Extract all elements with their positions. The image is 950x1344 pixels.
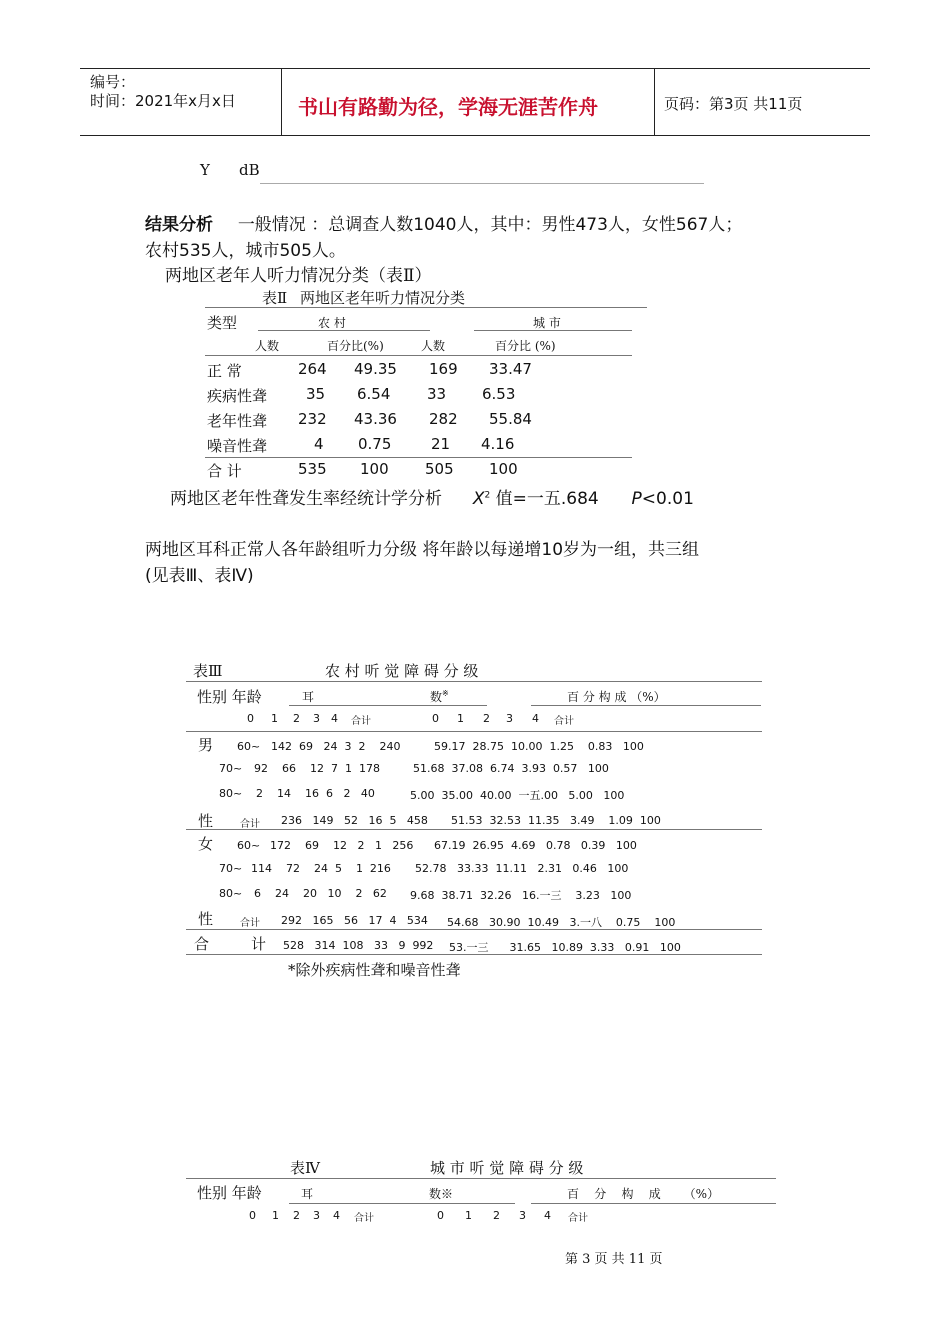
table3-top-line	[186, 681, 762, 682]
t4-sub-r5: 合计	[568, 1213, 588, 1224]
table2-sub-0: 人数	[255, 339, 280, 353]
table2-rural-header: 农 村	[318, 316, 346, 330]
table2-urban-line	[474, 330, 632, 331]
table3-row	[237, 839, 260, 852]
table2-rural-line	[258, 330, 430, 331]
t3-sub-l1: 1	[271, 712, 278, 725]
t3-sub-r0: 0	[432, 712, 439, 725]
chi-symbol: X	[472, 489, 485, 509]
table3-ear-line	[289, 705, 487, 706]
table2-row-urban-pct: 100	[489, 460, 518, 478]
table3-row	[219, 787, 242, 800]
chi-sup: 2	[484, 490, 491, 501]
table2-row-urban-count: 33	[427, 385, 447, 403]
table2-row-rural-count: 4	[314, 435, 324, 453]
table2-row-urban-pct: 33.47	[489, 360, 532, 378]
table4-sub-right	[437, 1209, 617, 1225]
table3-row-vals: 292 165 56 17 4 534	[281, 914, 428, 927]
t4-sub-r1: 1	[465, 1209, 472, 1222]
table3-row	[240, 815, 260, 830]
table3-row	[237, 740, 260, 753]
header-divider-left	[281, 68, 282, 135]
header-bottom-line	[80, 135, 870, 136]
table3-row-vals: 142 69 24 3 2 240	[271, 740, 401, 753]
table2-row-rural-count: 264	[298, 360, 327, 378]
stat-text: 两地区老年性聋发生率经统计学分析	[170, 489, 442, 509]
table2-row-rural-pct: 100	[360, 460, 389, 478]
table3-male-end: 性	[198, 812, 214, 830]
table3-title: 农 村 听 觉 障 碍 分 级	[325, 662, 479, 680]
table3-sub-left	[247, 712, 427, 728]
table3-pct-header: 百 分 构 成 （%）	[567, 690, 666, 704]
table3-male-line	[186, 829, 762, 830]
t4-sub-r0: 0	[437, 1209, 444, 1222]
table4-ear-header: 耳	[301, 1187, 314, 1201]
table3-row-pct: 51.53 32.53 11.35 3.49 1.09 100	[451, 814, 661, 827]
time-label: 时间：2021年x月x日	[90, 92, 236, 110]
table2-row-urban-count: 169	[429, 360, 458, 378]
results-heading: 结果分析	[145, 215, 213, 235]
table2-row-urban-pct: 6.53	[482, 385, 516, 403]
table3-row-vals: 172 69 12 2 1 256	[270, 839, 414, 852]
table2-type-header: 类型	[207, 314, 238, 332]
db-label: dB	[239, 161, 260, 179]
table3-footnote: *除外疾病性聋和噪音性聋	[288, 961, 461, 979]
t4-sub-l5: 合计	[354, 1213, 374, 1224]
table3-female-end: 性	[198, 910, 214, 928]
table2-row	[207, 460, 637, 482]
t4-sub-r2: 2	[493, 1209, 500, 1222]
table3-row-pct: 59.17 28.75 10.00 1.25 0.83 100	[434, 740, 644, 753]
table2-row-label: 噪音性聋	[207, 437, 268, 455]
table2-caption: 表Ⅱ 两地区老年听力情况分类	[262, 289, 465, 307]
table3-total-b: 计	[251, 935, 267, 953]
t3-sub-r1: 1	[457, 712, 464, 725]
table2-row	[207, 385, 637, 407]
table3-row	[219, 762, 242, 775]
table2-row	[207, 435, 637, 457]
table3-bottom-line	[186, 954, 762, 955]
t3-age: 60~	[237, 839, 261, 852]
table4-label: 表Ⅳ	[290, 1159, 320, 1177]
para2-line2: (见表Ⅲ、表Ⅳ)	[145, 566, 254, 586]
table2-urban-header: 城 市	[533, 316, 561, 330]
results-general: 一般情况 ：总调查人数1040人，其中：男性473人，女性567人；	[237, 215, 743, 235]
para2-line1: 两地区耳科正常人各年龄组听力分级 将年龄以每递增10岁为一组，共三组	[145, 540, 700, 560]
table3-row-pct: 52.78 33.33 11.11 2.31 0.46 100	[415, 862, 629, 875]
t3-sub-r2: 2	[483, 712, 490, 725]
t4-sub-l4: 4	[333, 1209, 340, 1222]
table4-sex-age-header: 性别 年龄	[197, 1184, 262, 1202]
y-label: Y	[200, 161, 210, 179]
table3-row-pct: 67.19 26.95 4.69 0.78 0.39 100	[434, 839, 637, 852]
t4-sub-l0: 0	[249, 1209, 256, 1222]
table3-row-pct: 5.00 35.00 40.00 一五.00 5.00 100	[410, 789, 625, 802]
table2-sub-3: 百分比 (%)	[495, 339, 556, 353]
motto: 书山有路勤为径，学海无涯苦作舟	[298, 95, 598, 119]
table4-top-line	[186, 1178, 776, 1179]
table3-row-pct: 51.68 37.08 6.74 3.93 0.57 100	[413, 762, 609, 775]
table3-male-label: 男	[198, 736, 214, 754]
table4-pct-line	[531, 1203, 776, 1204]
table3-row	[219, 862, 242, 875]
t3-sub-r4: 4	[532, 712, 539, 725]
table2-row-rural-pct: 0.75	[358, 435, 392, 453]
t4-sub-l1: 1	[272, 1209, 279, 1222]
page-footer: 第 3 页 共 11 页	[565, 1252, 663, 1267]
stat-line	[170, 484, 694, 509]
table2-row-rural-count: 35	[306, 385, 326, 403]
table3-count-text: 数	[430, 690, 443, 704]
serial-label: 编号：	[90, 73, 136, 91]
t3-sub-r3: 3	[506, 712, 513, 725]
table2-row-label: 疾病性聋	[207, 387, 268, 405]
table3-row-pct: 9.68 38.71 32.26 16.一三 3.23 100	[410, 889, 632, 902]
table3-sub-right	[432, 712, 612, 728]
t4-sub-r3: 3	[519, 1209, 526, 1222]
table2-row	[207, 410, 637, 432]
table2-row-rural-pct: 49.35	[354, 360, 397, 378]
table3-row	[240, 914, 260, 929]
ydb-underline	[260, 183, 704, 184]
table3-row-vals: 236 149 52 16 5 458	[281, 814, 428, 827]
table2-total-line	[205, 457, 632, 458]
table2-intro: 两地区老年人听力情况分类（表Ⅱ）	[165, 266, 432, 286]
t3-age: 80~	[219, 787, 243, 800]
p-value: <0.01	[641, 489, 694, 509]
t3-age: 60~	[237, 740, 261, 753]
table4-ear-line	[289, 1203, 515, 1204]
table2-top-line	[205, 307, 647, 308]
table2-sub-1: 百分比(%)	[327, 339, 384, 353]
table4-sub-left	[249, 1209, 429, 1225]
t3-sub-r5: 合计	[554, 716, 574, 727]
table3-total-vals: 528 314 108 33 9 992	[283, 939, 434, 952]
table3-row-vals: 6 24 20 10 2 62	[254, 887, 387, 900]
table2-row-rural-pct: 6.54	[357, 385, 391, 403]
table4-title: 城 市 听 觉 障 碍 分 级	[430, 1159, 584, 1177]
table2-row-rural-count: 232	[298, 410, 327, 428]
p-symbol: P	[631, 489, 642, 509]
table2-sub-2: 人数	[421, 339, 446, 353]
table3-ear-header: 耳	[302, 690, 315, 704]
t4-sub-l2: 2	[293, 1209, 300, 1222]
table3-count-header	[430, 688, 449, 705]
t3-sub-l2: 2	[293, 712, 300, 725]
table2-row-label: 正 常	[207, 362, 242, 380]
table2-row-urban-pct: 4.16	[481, 435, 515, 453]
table3-female-line	[186, 929, 762, 930]
table3-label: 表Ⅲ	[193, 662, 223, 680]
header-divider-right	[654, 68, 655, 135]
table2-row-urban-count: 21	[431, 435, 451, 453]
table4-pct-header: 百 分 构 成 （%）	[567, 1187, 720, 1201]
chi-value: 值=一五.684	[495, 489, 599, 509]
table3-row-vals: 92 66 12 7 1 178	[254, 762, 380, 775]
table3-row-pct: 54.68 30.90 10.49 3.一八 0.75 100	[447, 916, 676, 929]
t3-age: 70~	[219, 762, 243, 775]
t3-age: 合计	[240, 918, 260, 929]
table3-total-a: 合	[194, 935, 210, 953]
table3-sub-line	[186, 731, 762, 732]
header-top-line	[80, 68, 870, 69]
table3-sex-age-header: 性别 年龄	[197, 688, 262, 706]
t3-sub-l0: 0	[247, 712, 254, 725]
table3-row-vals: 114 72 24 5 1 216	[251, 862, 391, 875]
table3-pct-line	[531, 705, 761, 706]
t3-sub-l5: 合计	[351, 716, 371, 727]
results-line2: 农村535人，城市505人。	[145, 241, 346, 261]
table3-total-pct: 53.一三 31.65 10.89 3.33 0.91 100	[449, 941, 681, 954]
t3-age: 合计	[240, 819, 260, 830]
table2-row-label: 老年性聋	[207, 412, 268, 430]
table2-row-urban-count: 505	[425, 460, 454, 478]
t3-sub-l4: 4	[331, 712, 338, 725]
table3-female-label: 女	[198, 835, 214, 853]
t4-sub-r4: 4	[544, 1209, 551, 1222]
table2-row-rural-count: 535	[298, 460, 327, 478]
page-info: 页码：第3页 共11页	[664, 95, 803, 113]
table2-sub-line	[205, 355, 632, 356]
t3-age: 70~	[219, 862, 243, 875]
table2-row	[207, 360, 637, 382]
table2-row-urban-count: 282	[429, 410, 458, 428]
table3-row-vals: 2 14 16 6 2 40	[256, 787, 375, 800]
table2-row-urban-pct: 55.84	[489, 410, 532, 428]
t4-sub-l3: 3	[313, 1209, 320, 1222]
t3-sub-l3: 3	[313, 712, 320, 725]
table3-count-mark: ※	[442, 689, 449, 698]
table4-count-header: 数※	[429, 1187, 454, 1201]
table2-row-label: 合 计	[207, 462, 242, 480]
t3-age: 80~	[219, 887, 243, 900]
table2-row-rural-pct: 43.36	[354, 410, 397, 428]
table3-row	[219, 887, 242, 900]
results-line1	[145, 210, 742, 235]
